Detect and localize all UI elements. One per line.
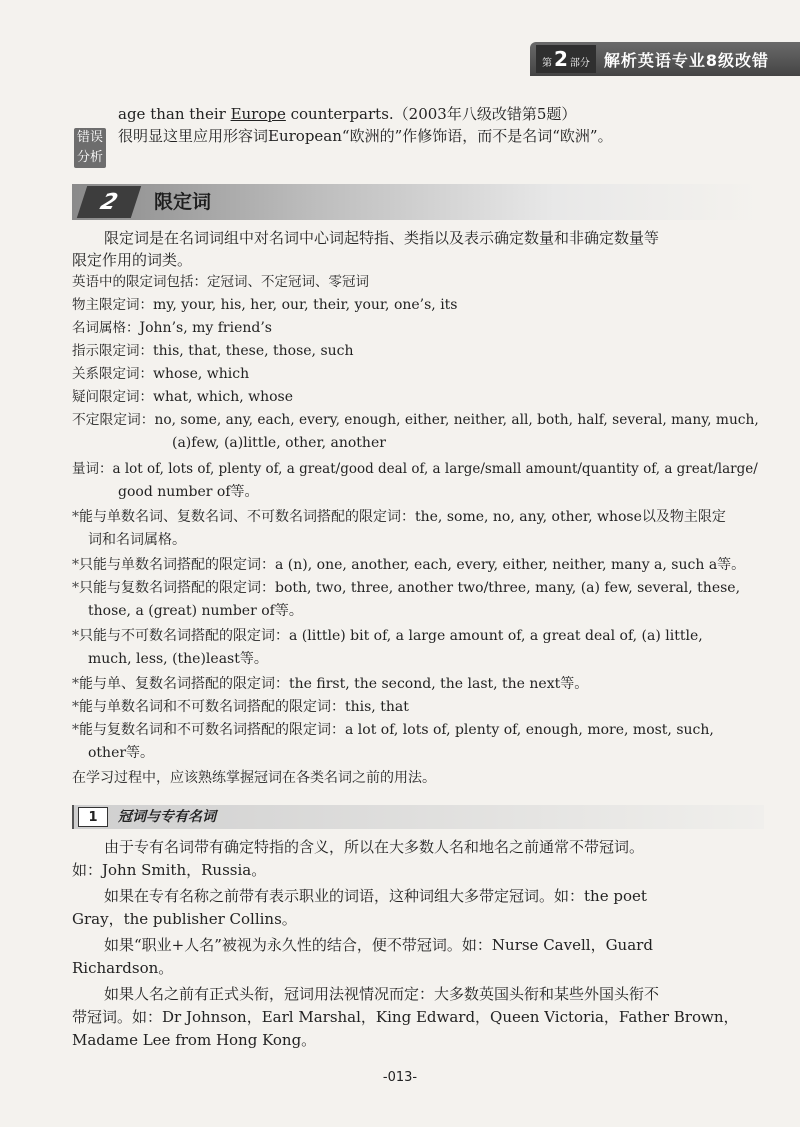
list-item [72,459,758,479]
closing-text: 在学习过程中，应该熟练掌握冠词在各类名词之前的用法。 [72,770,436,786]
list-label: 物主限定词： [72,297,153,313]
star-text: 只能与复数名词搭配的限定词：both, two, three, another two/three, many, (a) few, several, these, [79,580,741,596]
part-badge-suffix: 部分 [569,58,590,69]
example-text-pre: age than their [118,105,231,123]
paragraph-line: 如果在专有名称之前带有表示职业的词语，这种词组大多带定冠词。如：the poet [104,887,647,905]
star-note: *能与单、复数名词搭配的限定词：the first, the second, the last, the next等。 [72,676,589,692]
star-note: *只能与复数名词搭配的限定词：both, two, three, another two/three, many, (a) few, several, these, [72,580,741,596]
page-number: -013- [382,1070,418,1085]
subsection-title: 冠词与专有名词 [118,809,216,825]
error-analysis-tag [74,128,106,168]
list-text: 定冠词、不定冠词、零冠词 [207,274,369,290]
intro-line-2: 限定作用的词类。 [72,251,193,269]
chapter-header [530,42,800,76]
part-badge [536,45,596,73]
paragraph-line: 带冠词。如：Dr Johnson，Earl Marshal，King Edward，Queen Victoria，Father Brown， [72,1008,739,1026]
subsection-heading [72,805,764,829]
list-text: no, some, any, each, every, enough, either, neither, all, both, half, several, many, much, [154,412,759,428]
subsection-number: 1 [78,807,108,827]
list-label: 指示限定词： [72,343,153,359]
star-note: *能与单数名词、复数名词、不可数名词搭配的限定词：the, some, no, any, other, whose以及物主限定 [72,509,726,525]
star-note: *只能与不可数名词搭配的限定词：a (little) bit of, a large amount of, a great deal of, (a) little, [72,628,703,644]
list-item [72,341,354,361]
list-text: whose, which [153,366,250,382]
example-line [118,104,576,124]
list-text: a lot of, lots of, plenty of, a great/good deal of, a large/small amount/quantity of, a great/large/ [112,461,758,477]
error-tag-line1: 错误 [76,130,103,145]
star-text: 能与单数名词、复数名词、不可数名词搭配的限定词：the, some, no, any, other, whose以及物主限定 [79,509,726,525]
star-note-cont: 词和名词属格。 [88,532,186,548]
section-title: 限定词 [154,191,212,213]
list-item-cont: good number of等。 [118,484,259,500]
list-text: this, that, these, those, such [153,343,354,359]
list-item [72,410,759,430]
star-text: 能与单数名词和不可数名词搭配的限定词：this, that [79,699,409,715]
star-note: *只能与单数名词搭配的限定词：a (n), one, another, each, every, either, neither, many a, such a等。 [72,557,746,573]
list-text: what, which, whose [153,389,294,405]
star-note-cont: much, less, (the)least等。 [88,651,268,667]
error-tag-line2: 分析 [76,150,103,165]
paragraph-line: Gray，the publisher Collins。 [72,910,297,928]
error-analysis-text: 很明显这里应用形容词European“欧洲的”作修饰语，而不是名词“欧洲”。 [118,127,613,145]
part-badge-prefix: 第 [542,58,552,69]
intro-line-1: 限定词是在名词词组中对名词中心词起特指、类指以及表示确定数量和非确定数量等 [104,229,660,247]
star-note-cont: those, a (great) number of等。 [88,603,303,619]
chapter-title: 解析英语专业8级改错 [603,50,770,70]
section-heading [72,184,762,220]
paragraph-line: Madame Lee from Hong Kong。 [72,1031,317,1049]
star-text: 只能与单数名词搭配的限定词：a (n), one, another, each, every, either, neither, many a, such a等。 [79,557,746,573]
list-item [72,272,369,292]
list-item-cont: (a)few, (a)little, other, another [172,435,386,451]
example-underlined-word: Europe [230,105,286,123]
example-text-post: counterparts.（2003年八级改错第5题） [285,105,577,123]
list-item [72,387,293,407]
star-note-cont: other等。 [88,745,155,761]
star-text: 只能与不可数名词搭配的限定词：a (little) bit of, a large amount of, a great deal of, (a) little, [79,628,703,644]
list-label: 量词： [72,461,113,477]
list-text: John’s, my friend’s [139,320,272,336]
star-text: 能与单、复数名词搭配的限定词：the first, the second, the last, the next等。 [79,676,589,692]
star-note: *能与单数名词和不可数名词搭配的限定词：this, that [72,699,409,715]
list-label: 不定限定词： [72,412,155,428]
star-text: 能与复数名词和不可数名词搭配的限定词：a lot of, lots of, plenty of, enough, more, most, such, [79,722,714,738]
star-note: *能与复数名词和不可数名词搭配的限定词：a lot of, lots of, plenty of, enough, more, most, such, [72,722,714,738]
list-text: my, your, his, her, our, their, your, one’s, its [153,297,458,313]
list-label: 关系限定词： [72,366,153,382]
section-number: 2 [77,186,141,218]
paragraph-line: 如果“职业+人名”被视为永久性的结合，便不带冠词。如：Nurse Cavell，Guard [104,936,653,954]
paragraph-line: 如果人名之前有正式头衔，冠词用法视情况而定：大多数英国头衔和某些外国头衔不 [104,985,660,1003]
list-label: 英语中的限定词包括： [72,274,207,290]
list-label: 疑问限定词： [72,389,153,405]
part-badge-number: 2 [554,47,568,71]
paragraph-line: 如：John Smith，Russia。 [72,861,267,879]
paragraph-line: 由于专有名词带有确定特指的含义，所以在大多数人名和地名之前通常不带冠词。 [104,838,645,856]
list-label: 名词属格： [72,320,140,336]
paragraph-line: Richardson。 [72,959,174,977]
list-item [72,364,249,384]
list-item [72,318,272,338]
list-item [72,295,458,315]
